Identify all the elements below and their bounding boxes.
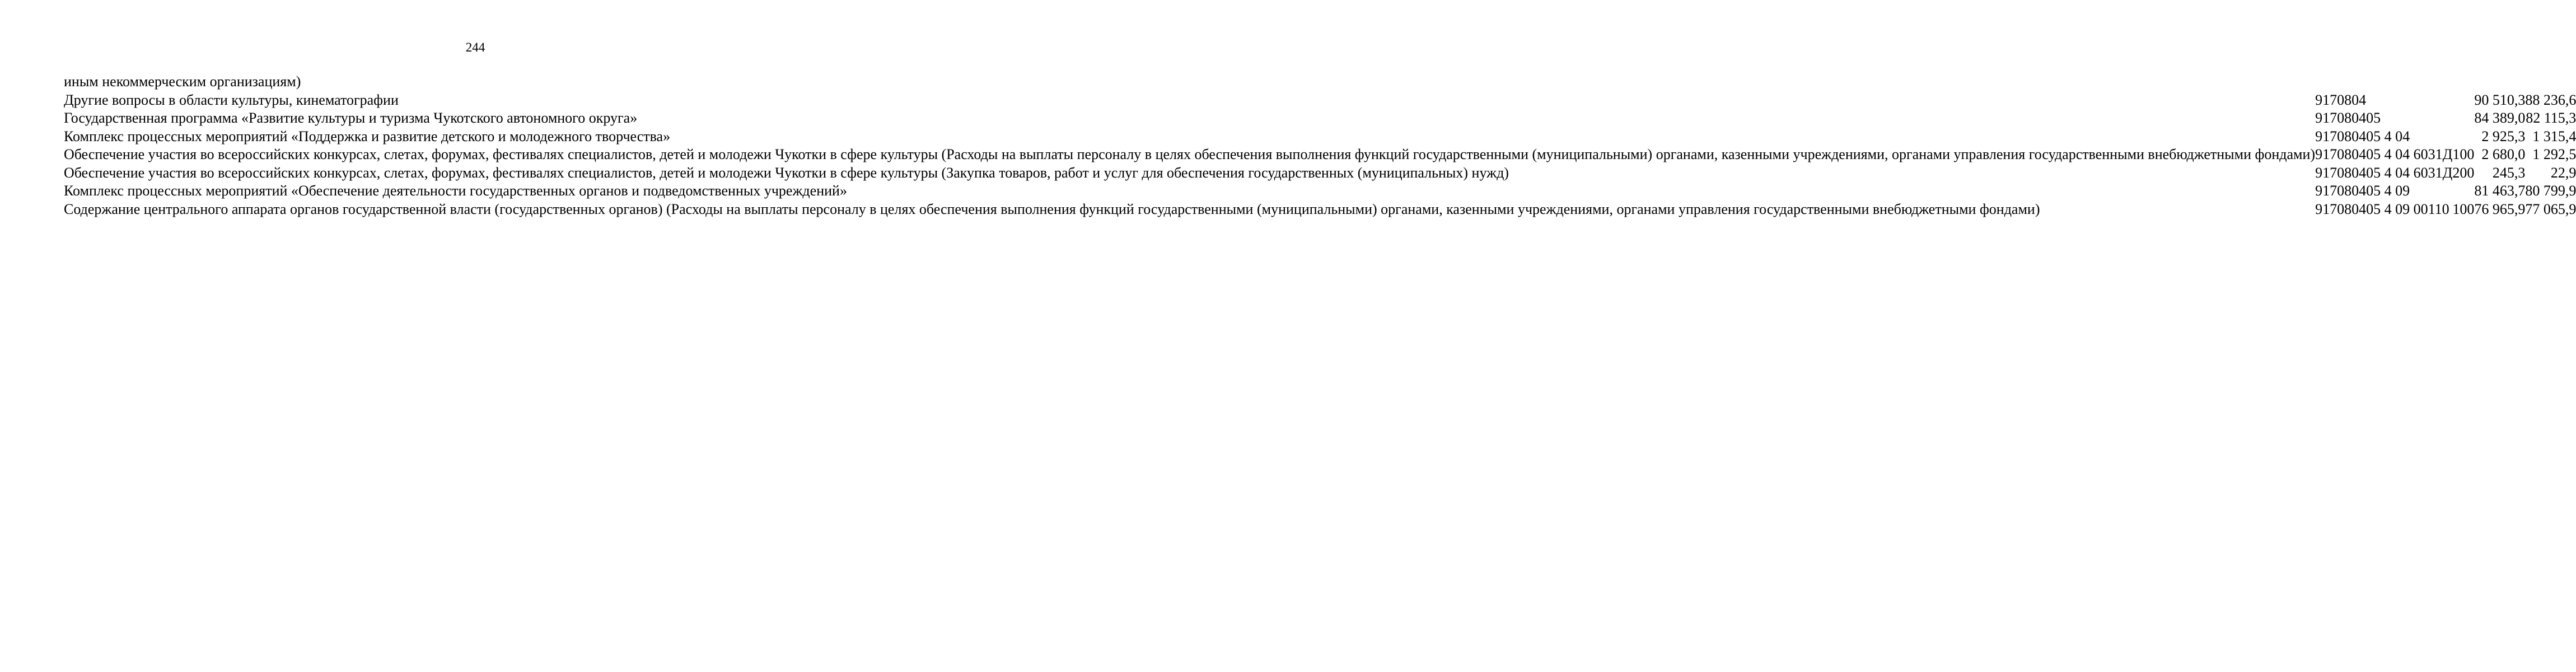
row-subsection-code: 04 <box>2351 110 2367 126</box>
row-name: Комплекс процессных мероприятий «Поддержка и развитие детского и молодежного творчества» <box>64 128 671 144</box>
table-row <box>64 164 2576 183</box>
row-amount-1: 81 463,7 <box>2474 183 2526 199</box>
row-section-code: 08 <box>2337 164 2352 181</box>
row-subsection-code: 04 <box>2351 91 2367 108</box>
row-expense-type <box>2452 182 2474 200</box>
row-expense-type: 200 <box>2452 164 2475 181</box>
row-amount-2: 82 115,3 <box>2526 110 2576 126</box>
row-name: Содержание центрального аппарата органов государственной власти (государственных органов) (Расходы на выплаты персоналу в целях обеспечения выполнения функций государственными (муниципальными) органами, казенными учреждениями, органами управления государственными внебюджетными фондами) <box>64 200 2040 217</box>
row-target-code: 05 4 04 6031Д <box>2366 164 2453 181</box>
row-gr-code: 917 <box>2315 110 2337 126</box>
row-target-code: 05 4 04 6031Д <box>2366 146 2453 162</box>
table-row <box>64 109 2576 128</box>
row-subsection-code: 04 <box>2351 146 2367 162</box>
row-subsection-code: 04 <box>2351 200 2367 217</box>
row-name: Обеспечение участия во всероссийских конкурсах, слетах, форумах, фестивалях специалистов, детей и молодежи Чукотки в сфере культуры (Закупка товаров, работ и услуг для обеспечения государственных (муниципальных) нужд) <box>64 164 1509 181</box>
row-target-code: 05 4 04 <box>2366 128 2410 144</box>
row-expense-type <box>2452 128 2474 146</box>
row-gr-code: 917 <box>2315 200 2337 217</box>
row-target-code: 05 4 09 00110 <box>2366 200 2449 217</box>
row-name: Другие вопросы в области культуры, кинематографии <box>64 91 399 108</box>
row-gr-code: 917 <box>2315 91 2337 108</box>
row-target-code: 05 <box>2366 110 2381 126</box>
row-gr-code: 917 <box>2315 164 2337 181</box>
row-expense-type: 100 <box>2452 200 2475 217</box>
row-amount-1: 2 925,3 <box>2481 128 2526 144</box>
row-target-code: 05 4 09 <box>2366 183 2410 199</box>
row-amount-2: 88 236,6 <box>2525 91 2576 108</box>
page-number: 244 <box>465 40 485 54</box>
row-amount-1: 84 389,0 <box>2474 110 2526 126</box>
row-name: Комплекс процессных мероприятий «Обеспечение деятельности государственных органов и подведомственных учреждений» <box>64 183 847 199</box>
row-gr-code: 917 <box>2315 183 2337 199</box>
row-section-code: 08 <box>2337 183 2352 199</box>
table-row <box>64 91 2576 110</box>
row-amount-2: 80 799,9 <box>2525 183 2576 199</box>
row-subsection-code: 04 <box>2351 183 2367 199</box>
row-amount-2: 22,9 <box>2550 164 2576 181</box>
row-expense-type <box>2452 91 2474 110</box>
row-expense-type: 100 <box>2452 146 2475 162</box>
row-section-code: 08 <box>2337 146 2352 162</box>
row-amount-1: 2 680,0 <box>2481 146 2526 162</box>
budget-table <box>64 91 2576 219</box>
continuation-text: иным некоммерческим организациям) <box>64 73 301 90</box>
row-expense-type <box>2452 109 2474 128</box>
row-name: Обеспечение участия во всероссийских конкурсах, слетах, форумах, фестивалях специалистов, детей и молодежи Чукотки в сфере культуры (Расходы на выплаты персоналу в целях обеспечения выполнения функций государственными (муниципальными) органами, казенными учреждениями, органами управления государственными внебюджетными фондами) <box>64 146 2316 162</box>
row-amount-1: 90 510,3 <box>2474 91 2526 108</box>
table-row <box>64 182 2576 200</box>
row-amount-1: 245,3 <box>2492 164 2526 181</box>
row-section-code: 08 <box>2337 200 2352 217</box>
table-row <box>64 128 2576 146</box>
row-amount-2: 1 292,5 <box>2532 146 2576 162</box>
table-row <box>64 146 2576 164</box>
row-section-code: 08 <box>2337 128 2352 144</box>
row-subsection-code: 04 <box>2351 128 2367 144</box>
table-row <box>64 200 2576 219</box>
row-subsection-code: 04 <box>2351 164 2367 181</box>
row-amount-2: 77 065,9 <box>2525 200 2576 217</box>
row-gr-code: 917 <box>2315 146 2337 162</box>
row-gr-code: 917 <box>2315 128 2337 144</box>
row-section-code: 08 <box>2337 110 2352 126</box>
row-section-code: 08 <box>2337 91 2352 108</box>
row-amount-2: 1 315,4 <box>2532 128 2576 144</box>
row-name: Государственная программа «Развитие культуры и туризма Чукотского автономного округа» <box>64 110 638 126</box>
row-amount-1: 76 965,9 <box>2474 200 2526 217</box>
row-target-code <box>2366 91 2452 110</box>
